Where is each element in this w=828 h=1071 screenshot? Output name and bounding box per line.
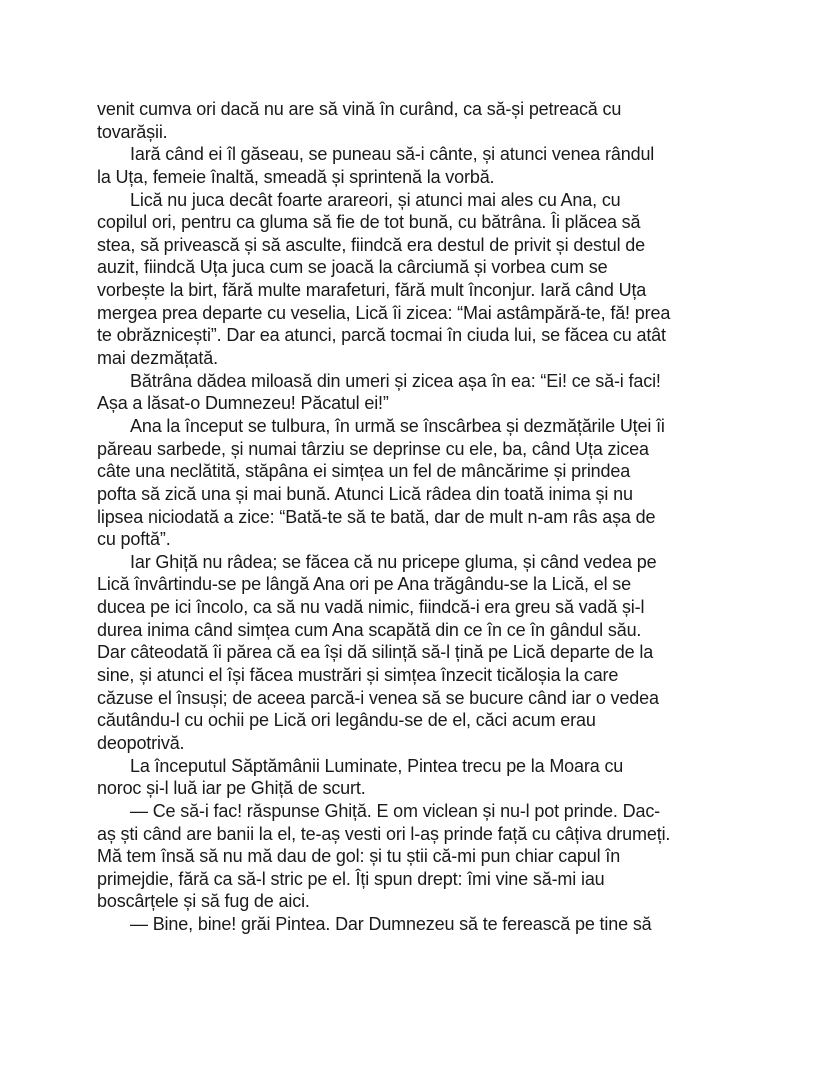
text-line: vorbește la birt, fără multe marafeturi, fără mult înconjur. Iară când Uța (97, 280, 647, 301)
document-page (97, 98, 737, 936)
text-line: noroc și-l luă iar pe Ghiță de scurt. (97, 778, 366, 799)
text-line: mergea prea departe cu veselia, Lică îi zicea: “Mai astâmpără-te, fă! prea (97, 302, 671, 323)
text-line: stea, să privească și să asculte, fiindcă era destul de privit și destul de (97, 234, 646, 255)
text-line: Așa a lăsat-o Dumnezeu! Păcatul ei!” (97, 393, 389, 414)
text-line: sine, și atunci el își făcea mustrări și simțea înzecit ticăloșia la care (97, 665, 619, 686)
text-line: aș ști când are banii la el, te-aș vesti ori l-aș prinde față cu câțiva drumeți. (97, 823, 671, 844)
text-line: câte una neclătită, stăpâna ei simțea un fel de mâncărime și prindea (97, 461, 631, 482)
text-line: căzuse el însuși; de aceea parcă-i venea să se bucure când iar o vedea (97, 687, 659, 708)
text-line: Lică învârtindu-se pe lângă Ana ori pe Ana trăgându-se la Lică, el se (97, 574, 632, 595)
text-line: Mă tem însă să nu mă dau de gol: și tu știi că-mi pun chiar capul în (97, 846, 621, 867)
text-line: tovarășii. (97, 121, 168, 142)
text-line: auzit, fiindcă Uța juca cum se joacă la cârciumă și vorbea cum se (97, 257, 608, 278)
text-line: primejdie, fără ca să-l stric pe el. Îți spun drept: îmi vine să-mi iau (97, 868, 605, 889)
text-line: copilul ori, pentru ca gluma să fie de tot bună, cu bătrâna. Îi plăcea să (97, 212, 641, 233)
text-line: Dar câteodată îi părea că ea își dă silință să-l țină pe Lică departe de la (97, 642, 654, 663)
paragraph-start-line: Ana la început se tulbura, în urmă se înscârbea și dezmățările Uței îi (130, 415, 665, 436)
paragraph-start-line: Iar Ghiță nu râdea; se făcea că nu pricepe gluma, și când vedea pe (130, 551, 657, 572)
text-line: cu poftă”. (97, 529, 171, 550)
paragraph-start-line: La începutul Săptămânii Luminate, Pintea trecu pe la Moara cu (130, 755, 624, 776)
text-line: păreau sarbede, și numai târziu se deprinse cu ele, ba, când Uța zicea (97, 438, 649, 459)
dialogue-line: — Ce să-i fac! răspunse Ghiță. E om viclean și nu-l pot prinde. Dac- (130, 800, 661, 821)
text-line: durea inima când simțea cum Ana scapătă din ce în ce în gândul său. (97, 619, 642, 640)
text-line: te obrăznicești”. Dar ea atunci, parcă tocmai în ciuda lui, se făcea cu atât (97, 325, 666, 346)
text-line: căutându-l cu ochii pe Lică ori legându-se de el, căci acum erau (97, 710, 596, 731)
text-line: ducea pe ici încolo, ca să nu vadă nimic, fiindcă-i era greu să vadă și-l (97, 597, 645, 618)
text-line: mai dezmățată. (97, 348, 218, 369)
paragraph-start-line: Bătrâna dădea miloasă din umeri și zicea așa în ea: “Ei! ce să-i faci! (130, 370, 661, 391)
paragraph-start-line: Iară când ei îl găseau, se puneau să-i cânte, și atunci venea rândul (130, 144, 655, 165)
text-line: deopotrivă. (97, 732, 185, 753)
text-line: boscârțele și să fug de aici. (97, 891, 310, 912)
text-line: lipsea niciodată a zice: “Bată-te să te bată, dar de mult n-am râs așa de (97, 506, 656, 527)
text-line: venit cumva ori dacă nu are să vină în curând, ca să-și petreacă cu (97, 99, 622, 119)
text-line: la Uța, femeie înaltă, smeadă și sprintenă la vorbă. (97, 166, 495, 187)
paragraph-start-line: Lică nu juca decât foarte arareori, și atunci mai ales cu Ana, cu (130, 189, 621, 210)
dialogue-line: — Bine, bine! grăi Pintea. Dar Dumnezeu să te ferească pe tine să (130, 914, 652, 935)
text-line: pofta să zică una și mai bună. Atunci Lică râdea din toată inima și nu (97, 483, 633, 504)
